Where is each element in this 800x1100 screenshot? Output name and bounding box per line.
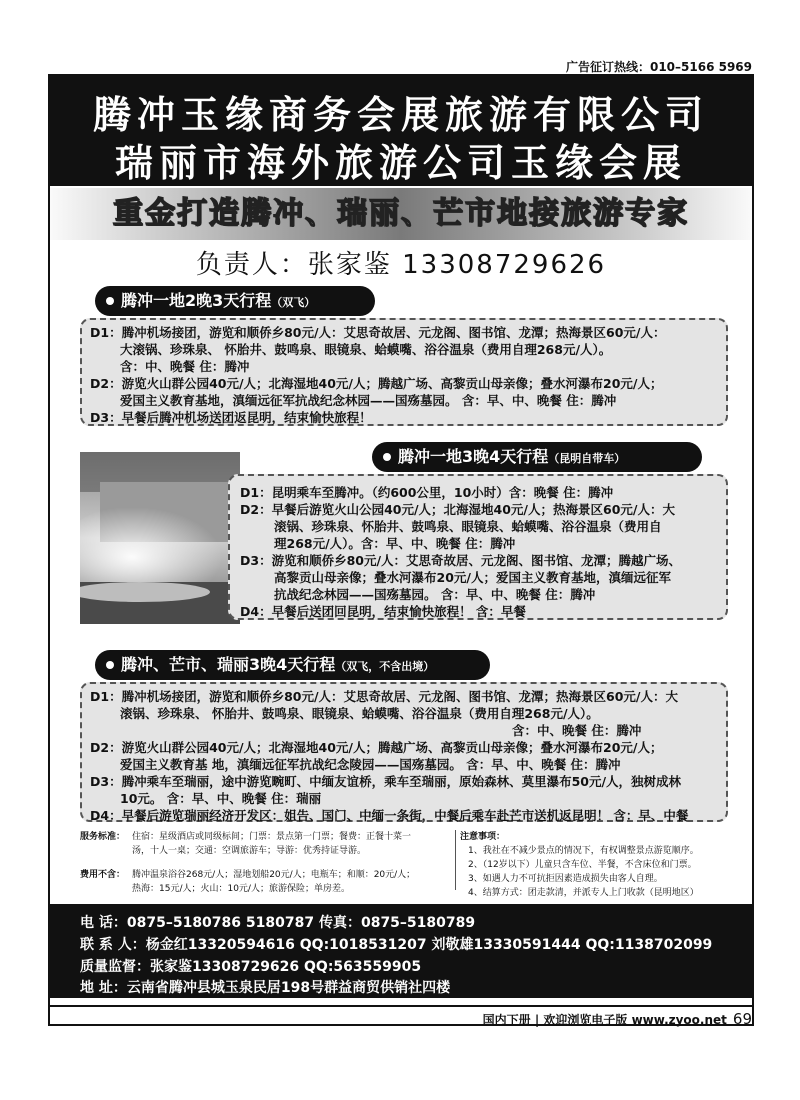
tour-3-line: D2：游览火山群公园40元/人；北海湿地40元/人；腾越广场、高黎贡山母亲像；叠水河瀑布20元/人； [90, 740, 663, 755]
service-standard-label: 服务标准： [80, 832, 126, 842]
tour-3-tab [95, 650, 490, 680]
service-standard-line: 汤，十人一桌；交通：空调旅游车；导游：优秀持证导游。 [132, 846, 367, 856]
tour-2-line: D3：游览和顺侨乡80元/人：艾思奇故居、元龙阁、图书馆、龙潭；腾越广场、 [240, 553, 682, 568]
tour-2-title: 腾冲一地3晚4天行程 [398, 447, 549, 466]
tour-3-line: D4：早餐后游览瑞丽经济开发区：姐告、国门、中缅一条街，中餐后乘车赴芒市送机返昆明！ 含：早、中餐 [90, 808, 689, 823]
slogan-text: 重金打造腾冲、瑞丽、芒市地接旅游专家 [113, 196, 689, 231]
hot-spring-photo [80, 452, 240, 624]
tour-2-line: 抗战纪念林园——国殇墓园。 含：早、中、晚餐 住：腾冲 [274, 587, 596, 602]
ad-hotline: 广告征订热线：010–5166 5969 [565, 60, 752, 74]
tour-3-line: D3：腾冲乘车至瑞丽，途中游览畹町、中缅友谊桥，乘车至瑞丽，原始森林、莫里瀑布50元/人，独树成林 [90, 774, 682, 789]
tour-3-line: 爱国主义教育基 地，滇缅远征军抗战纪念陵园——国殇墓园。 含：早、中、晚餐 住：腾冲 [120, 757, 621, 772]
bullet-icon [106, 661, 114, 669]
tour-3-line: 10元。 含：早、中、晚餐 住：瑞丽 [120, 791, 322, 806]
supervisor-line: 质量监督：张家鉴13308729626 QQ:563559905 [80, 959, 422, 975]
bullet-icon [106, 297, 114, 305]
notes-section [460, 830, 750, 900]
tour-3-line: D1：腾冲机场接团，游览和顺侨乡80元/人：艾思奇故居、元龙阁、图书馆、龙潭；热海景区60元/人：大 [90, 689, 678, 704]
contact-block [50, 904, 752, 998]
exclusion-line: 腾冲温泉浴谷268元/人；湿地划船20元/人；电瓶车；和顺：20元/人； [132, 870, 416, 880]
tour-3-note: （双飞，不含出境） [335, 660, 435, 673]
page-number: 69 [732, 1010, 752, 1028]
footer-rule [48, 1005, 754, 1007]
notes-title: 注意事项： [460, 832, 506, 842]
tour-1-box [80, 318, 728, 426]
section-divider [455, 830, 456, 890]
tour-2-line: 滚锅、珍珠泉、怀胎井、鼓鸣泉、眼镜泉、蛤蟆嘴、浴谷温泉（费用自 [274, 519, 662, 534]
tour-1-line: 含：中、晚餐 住：腾冲 [120, 359, 250, 374]
page-footer [483, 1010, 752, 1028]
tour-2-line: D2：早餐后游览火山公园40元/人；北海湿地40元/人；热海景区60元/人：大 [240, 502, 675, 517]
tour-1-line: 爱国主义教育基地，滇缅远征军抗战纪念林园——国殇墓园。 含：早、中、晚餐 住：腾冲 [120, 393, 617, 408]
phone-line: 电 话：0875–5180786 5180787 传真：0875–5180789 [80, 915, 476, 931]
company-header [50, 76, 752, 186]
contacts-line: 联 系 人：杨金红13320594616 QQ:1018531207 刘敬雄13330591444 QQ:1138702099 [80, 937, 713, 953]
tour-2-line: 理268元/人）。含：早、中、晚餐 住：腾冲 [274, 536, 516, 551]
tour-1-title: 腾冲一地2晚3天行程 [121, 291, 272, 310]
note-item: 3、如遇人力不可抗拒因素造成损失由客人自理。 [468, 874, 663, 884]
bullet-icon [383, 453, 391, 461]
service-standard-line: 住宿：星级酒店或同级标间；门票：景点第一门票；餐费：正餐十菜一 [132, 832, 412, 842]
tour-3-box [80, 682, 728, 822]
tour-1-line: D3：早餐后腾冲机场送团返昆明，结束愉快旅程！ [90, 410, 372, 425]
tour-2-tab [372, 442, 702, 472]
footer-text: 国内下册 | 欢迎浏览电子版 www.zyoo.net [482, 1013, 727, 1027]
tour-1-note: （双飞） [271, 296, 316, 309]
manager-line: 负责人：张家鉴 13308729626 [195, 250, 607, 280]
note-item: 4、结算方式：团走款清，并派专人上门收款（昆明地区） [468, 888, 699, 898]
tour-1-line: D1：腾冲机场接团，游览和顺侨乡80元/人：艾思奇故居、元龙阁、图书馆、龙潭；热海景区60元/人： [90, 325, 666, 340]
address-line: 地 址：云南省腾冲县城玉泉民居198号群益商贸供销社四楼 [80, 980, 451, 996]
tour-1-line: D2：游览火山群公园40元/人；北海湿地40元/人；腾越广场、高黎贡山母亲像；叠水河瀑布20元/人； [90, 376, 663, 391]
slogan-banner [50, 188, 752, 240]
tour-2-line: 高黎贡山母亲像；叠水河瀑布20元/人；爱国主义教育基地，滇缅远征军 [274, 570, 671, 585]
company-name-1: 腾冲玉缘商务会展旅游有限公司 [92, 92, 709, 137]
tour-3-line: 滚锅、珍珠泉、 怀胎井、鼓鸣泉、眼镜泉、蛤蟆嘴、浴谷温泉（费用自理268元/人）。 [120, 706, 599, 721]
tour-2-line: D4：早餐后送团回昆明，结束愉快旅程！ 含：早餐 [240, 604, 526, 619]
tour-2-note: （昆明自带车） [548, 452, 626, 465]
tour-2-line: D1：昆明乘车至腾冲。（约600公里，10小时）含：晚餐 住：腾冲 [240, 485, 614, 500]
note-item: 2、（12岁以下）儿童只含车位、半餐，不含床位和门票。 [468, 860, 697, 870]
note-item: 1、我社在不减少景点的情况下，有权调整景点游览顺序。 [468, 846, 699, 856]
tour-1-line: 大滚锅、珍珠泉、 怀胎井、鼓鸣泉、眼镜泉、蛤蟆嘴、浴谷温泉（费用自理268元/人）。 [120, 342, 612, 357]
company-name-2: 瑞丽市海外旅游公司玉缘会展 [114, 140, 687, 185]
tour-1-tab [95, 286, 375, 316]
exclusion-line: 热海：15元/人；火山：10元/人；旅游保险；单房差。 [132, 884, 350, 894]
tour-3-title: 腾冲、芒市、瑞丽3晚4天行程 [121, 655, 336, 674]
exclusions-label: 费用不含： [80, 870, 126, 880]
tour-3-line: 含：中、晚餐 住：腾冲 [512, 723, 642, 738]
service-section [80, 830, 450, 896]
tour-2-box [228, 474, 728, 620]
